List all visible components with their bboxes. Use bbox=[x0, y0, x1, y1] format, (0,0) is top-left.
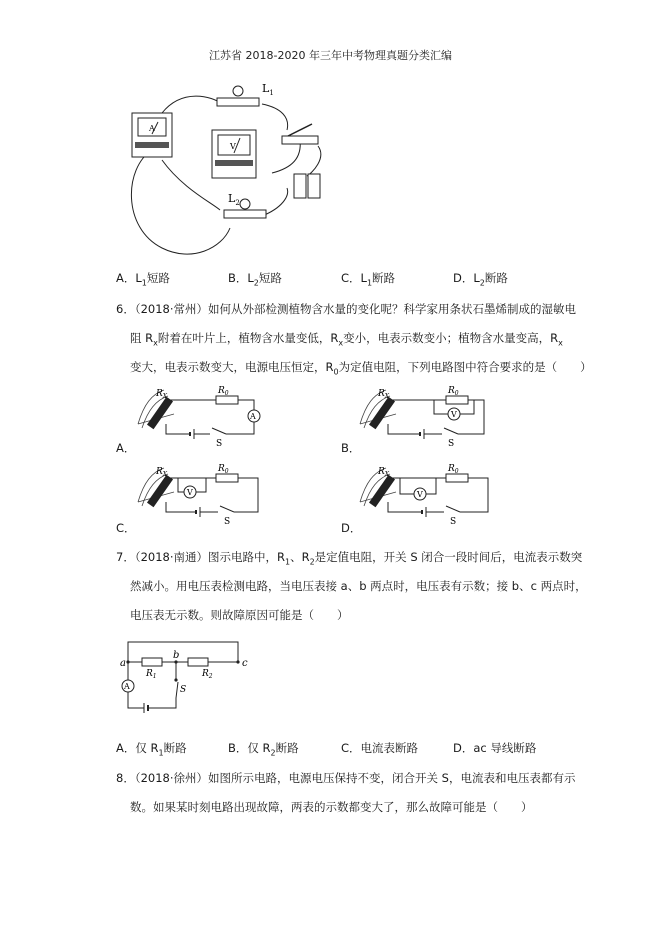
svg-text:V: V bbox=[187, 488, 193, 497]
svg-text:b: b bbox=[173, 650, 180, 661]
svg-text:S: S bbox=[224, 517, 231, 526]
bulb-l1 bbox=[217, 82, 274, 106]
q7-line-1: 7．（2018·南通）图示电路中，$R_1$、$R_2$是定值电阻，开关 S 闭合一段时间后，电流表示数突 bbox=[116, 550, 583, 567]
svg-text:V: V bbox=[417, 490, 423, 499]
q6-option-d[interactable]: D． bbox=[341, 521, 362, 535]
graphene-sensor-icon bbox=[147, 475, 173, 507]
graphene-sensor-icon bbox=[369, 397, 395, 429]
svg-text:A: A bbox=[124, 682, 130, 691]
q6-option-a[interactable]: A． bbox=[116, 441, 136, 455]
q7-line-2: 然减小。用电压表检测电路，当电压表接 a、b 两点时，电压表有示数；接 b、c 两点时， bbox=[130, 579, 587, 593]
q6-option-b[interactable]: B． bbox=[341, 441, 361, 455]
q6-circuit-d bbox=[356, 462, 496, 526]
svg-text:RX: $R_X$ bbox=[378, 467, 390, 478]
voltmeter-device bbox=[212, 130, 256, 178]
q7-option-c[interactable]: C．电流表断路 bbox=[341, 741, 419, 755]
q6-line-1: 6．（2018·常州）如何从外部检测植物含水量的变化呢？科学家用条状石墨烯制成的湿敏电 bbox=[116, 302, 576, 316]
q7-option-b[interactable]: B．仅 $R_2$断路 bbox=[228, 741, 299, 758]
svg-text:A: A bbox=[149, 124, 155, 133]
battery-pair bbox=[294, 174, 320, 198]
q5-option-b[interactable]: B．$L_2$短路 bbox=[228, 271, 282, 288]
svg-text:S: S bbox=[450, 517, 457, 526]
svg-text:S: S bbox=[448, 439, 455, 448]
svg-text:a: a bbox=[120, 658, 126, 669]
svg-text:R0: $R_0$ bbox=[218, 464, 229, 475]
q5-circuit-figure bbox=[122, 78, 358, 264]
svg-text:RX: $R_X$ bbox=[378, 389, 390, 400]
q7-line-3: 电压表无示数。则故障原因可能是（ ） bbox=[130, 608, 349, 622]
q5-option-a[interactable]: A．$L_1$短路 bbox=[116, 271, 170, 288]
svg-text:R1: $R_1$ bbox=[146, 669, 157, 680]
q8-line-1: 8．（2018·徐州）如图所示电路，电源电压保持不变，闭合开关 S，电流表和电压表都有示 bbox=[116, 771, 576, 785]
svg-text:R0: $R_0$ bbox=[448, 464, 459, 475]
q5-option-c[interactable]: C．$L_1$断路 bbox=[341, 271, 396, 288]
bulb-l2 bbox=[224, 192, 266, 218]
svg-text:L2: $L_2$ bbox=[228, 192, 240, 207]
q7-circuit-figure bbox=[116, 636, 256, 720]
ammeter-device bbox=[132, 113, 172, 157]
svg-text:V: V bbox=[451, 410, 457, 419]
svg-text:V: V bbox=[230, 142, 236, 151]
graphene-sensor-icon bbox=[147, 397, 173, 429]
svg-text:S: S bbox=[180, 685, 187, 695]
q6-line-2: 阻 $R_x$附着在叶片上，植物含水量变低，$R_x$变小，电表示数变小；植物含水量变高，$R_x$ bbox=[130, 331, 563, 348]
svg-text:R2: $R_2$ bbox=[202, 669, 213, 680]
q6-circuit-b bbox=[356, 384, 496, 448]
svg-text:A: A bbox=[250, 412, 256, 421]
q7-option-d[interactable]: D．ac 导线断路 bbox=[453, 741, 537, 755]
q6-line-3: 变大，电表示数变大，电源电压恒定，$R_0$为定值电阻，下列电路图中符合要求的是（ ） bbox=[130, 360, 592, 377]
q8-line-2: 数。如果某时刻电路出现故障，两表的示数都变大了，那么故障可能是（ ） bbox=[130, 800, 533, 814]
q7-option-a[interactable]: A．仅 $R_1$断路 bbox=[116, 741, 187, 758]
svg-text:R0: $R_0$ bbox=[448, 386, 459, 397]
svg-text:RX: $R_X$ bbox=[156, 389, 168, 400]
q5-option-d[interactable]: D．$L_2$断路 bbox=[453, 271, 508, 288]
svg-text:R0: $R_0$ bbox=[218, 386, 229, 397]
svg-text:S: S bbox=[216, 439, 223, 448]
svg-text:c: c bbox=[242, 658, 248, 669]
q6-option-c[interactable]: C． bbox=[116, 521, 136, 535]
page-header: 江苏省 2018-2020 年三年中考物理真题分类汇编 bbox=[209, 49, 452, 62]
q6-circuit-a bbox=[134, 384, 274, 448]
graphene-sensor-icon bbox=[369, 475, 395, 507]
q6-circuit-c bbox=[134, 462, 274, 526]
svg-text:L1: $L_1$ bbox=[262, 82, 274, 97]
svg-text:RX: $R_X$ bbox=[156, 467, 168, 478]
